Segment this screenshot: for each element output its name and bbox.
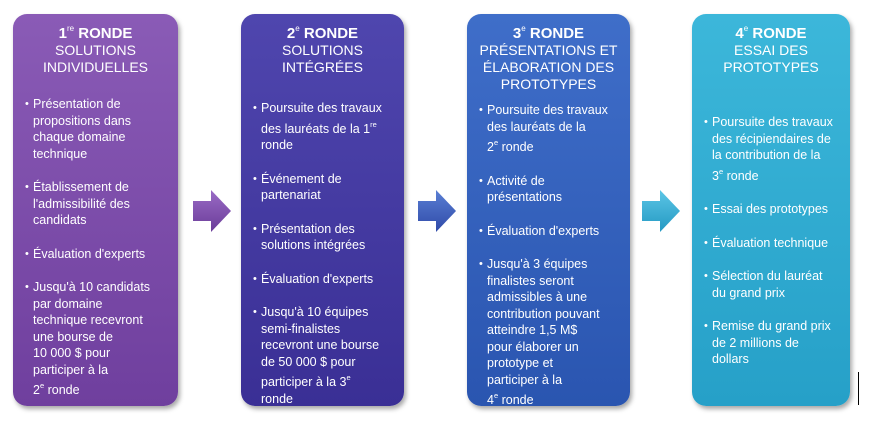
round-1-header: [13, 14, 178, 76]
right-arrow-icon: [193, 190, 231, 232]
round-4-heading: 4e RONDE: [735, 24, 807, 42]
round-1-item: • Présentation de propositions dans chaque domaine technique: [25, 96, 168, 162]
round-3-panel: [467, 14, 630, 406]
round-4-list: [692, 114, 850, 385]
right-arrow-icon: [642, 190, 680, 232]
round-2-item: • Jusqu'à 10 équipes semi-finalistes recevront une bourse de 50 000 $ pour participer à la 3e ronde: [253, 304, 394, 407]
round-4-panel: [692, 14, 850, 406]
round-4-item: • Poursuite des travaux des récipiendaires de la contribution de la 3e ronde: [704, 114, 840, 184]
round-2-item: • Poursuite des travaux des lauréats de la 1re ronde: [253, 100, 394, 154]
round-1-title: SOLUTIONS INDIVIDUELLES: [42, 42, 149, 75]
round-1-item: • Établissement de l'admissibilité des candidats: [25, 179, 168, 229]
round-4-header: [692, 14, 850, 76]
round-1-list: [13, 96, 178, 416]
round-2-panel: [241, 14, 404, 406]
round-2-header: [241, 14, 404, 76]
round-3-item: • Activité de présentations: [479, 173, 620, 206]
round-2-title: SOLUTIONS INTÉGRÉES: [282, 42, 363, 75]
round-3-title: PRÉSENTATIONS ET ÉLABORATION DES PROTOTYPES: [479, 42, 618, 92]
round-3-heading: 3e RONDE: [512, 24, 585, 42]
right-arrow-icon: [418, 190, 456, 232]
round-3-item: • Évaluation d'experts: [479, 223, 620, 240]
round-2-heading: 2e RONDE: [286, 24, 359, 42]
round-1-item: • Évaluation d'experts: [25, 246, 168, 263]
round-4-item: • Sélection du lauréat du grand prix: [704, 268, 840, 301]
round-2-item: • Évaluation d'experts: [253, 271, 394, 288]
round-4-item: • Remise du grand prix de 2 millions de dollars: [704, 318, 840, 368]
round-2-item: • Événement de partenariat: [253, 171, 394, 204]
round-3-item: • Jusqu'à 3 équipes finalistes seront admissibles à une contribution pouvant atteindre 1,5 M$ pour élaborer un prototype et participer à la 4e ronde: [479, 256, 620, 409]
round-1-item: • Jusqu'à 10 candidats par domaine technique recevront une bourse de 10 000 $ pour participer à la 2e ronde: [25, 279, 168, 399]
round-2-item: • Présentation des solutions intégrées: [253, 221, 394, 254]
round-2-list: [241, 100, 404, 424]
round-4-item: • Évaluation technique: [704, 235, 840, 252]
edge-divider: [858, 372, 859, 405]
round-4-item: • Essai des prototypes: [704, 201, 840, 218]
round-1-heading: 1re RONDE: [58, 24, 133, 42]
round-3-item: • Poursuite des travaux des lauréats de la 2e ronde: [479, 102, 620, 156]
round-4-title: ESSAI DES PROTOTYPES: [723, 42, 819, 75]
round-3-list: [467, 102, 630, 426]
round-3-header: [467, 14, 630, 93]
round-1-panel: [13, 14, 178, 406]
